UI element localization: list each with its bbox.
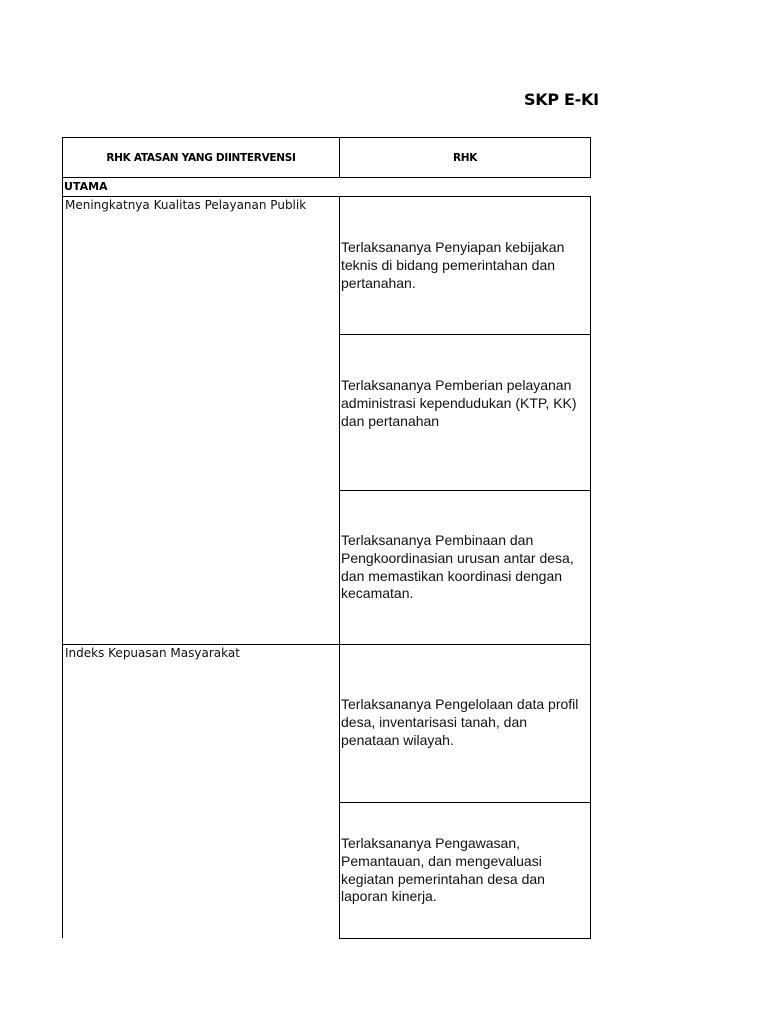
header-label-rhk: RHK	[452, 151, 478, 164]
rhk-item-text: Terlaksananya Penyiapan kebijakan teknis di bidang pemerintahan dan pertanahan.	[341, 239, 565, 291]
rhk-item-text: Terlaksananya Pengelolaan data profil desa, inventarisasi tanah, dan penataan wilayah.	[341, 696, 579, 748]
header-label-rhk-atasan: RHK ATASAN YANG DIINTERVENSI	[106, 151, 296, 164]
group-divider	[62, 644, 340, 645]
header-cell-rhk	[339, 137, 591, 178]
section-label-utama: UTAMA	[64, 180, 108, 193]
document-title: SKP E-KI	[524, 90, 599, 109]
rhk-item-text: Terlaksananya Pengawasan, Pemantauan, dan mengevaluasi kegiatan pemerintahan desa dan laporan kinerja.	[341, 835, 545, 905]
rhk-item-text: Terlaksananya Pemberian pelayanan administrasi kependudukan (KTP, KK) dan pertanahan	[341, 377, 577, 429]
rhk-atasan-group-2: Indeks Kepuasan Masyarakat	[65, 646, 240, 660]
table-left-border	[62, 178, 63, 938]
rhk-item-text: Terlaksananya Pembinaan dan Pengkoordinasian urusan antar desa, dan memastikan koordinasi dengan kecamatan.	[341, 532, 574, 602]
rhk-atasan-group-1: Meningkatnya Kualitas Pelayanan Publik	[65, 198, 307, 212]
header-cell-rhk-atasan	[62, 137, 340, 178]
